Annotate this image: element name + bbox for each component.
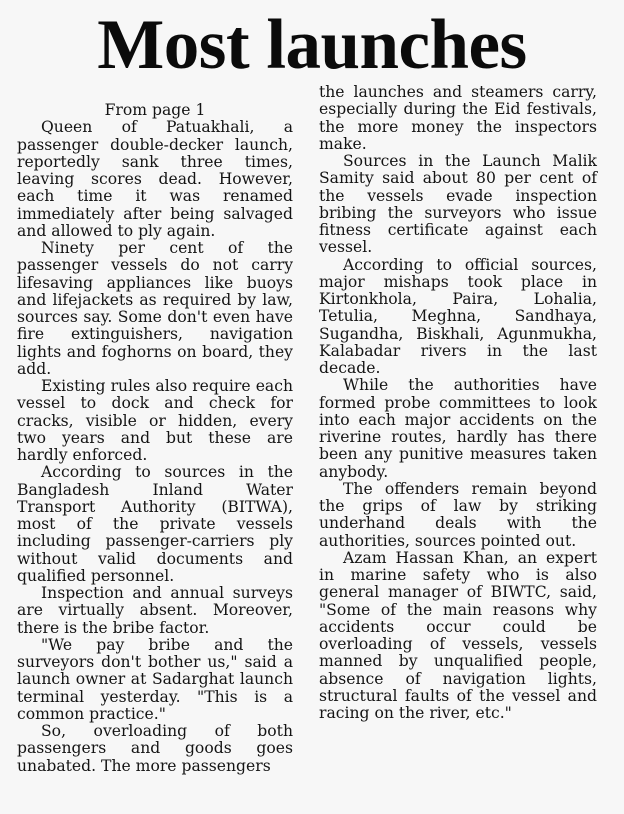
paragraph: While the authorities have formed probe committees to look into each major accidents on the riverine routes, hardly has there been any punitive measures taken anybody. [319,376,597,481]
paragraph-continued: the launches and steamers carry, especially during the Eid festivals, the more money the inspectors make. [319,83,597,153]
paragraph: According to official sources, major mishaps took place in Kirtonkhola, Paira, Lohalia, Tetulia, Meghna, Sandhaya, Sugandha, Biskhali, Agunmukha, Kalabadar rivers in the last decade. [319,255,597,377]
paragraph: Existing rules also require each vessel to dock and check for cracks, visible or hidden, every two years and but these are hardly enforced. [17,377,293,464]
paragraph: Queen of Patuakhali, a passenger double-decker launch, reportedly sank three times, leaving scores dead. However, each time it was renamed immediately after being salvaged and allowed to ply again. [17,118,293,240]
article-column-right [319,84,597,722]
headline: Most launches [97,6,527,84]
paragraph: So, overloading of both passengers and goods goes unabated. The more passengers [17,722,293,775]
paragraph: "We pay bribe and the surveyors don't bother us," said a launch owner at Sadarghat launch terminal yesterday. "This is a common practice." [17,635,293,723]
paragraph: The offenders remain beyond the grips of law by striking underhand deals with the authorities, sources pointed out. [319,479,597,550]
paragraph: Inspection and annual surveys are virtually absent. Moreover, there is the bribe factor. [17,584,293,637]
paragraph: Azam Hassan Khan, an expert in marine safety who is also general manager of BIWTC, said, "Some of the main reasons why accidents occur could be overloading of vessels, vessels manned by unqualified people, absence of navigation lights, structural faults of the vessel and racing on the river, etc." [319,548,597,722]
paragraph: According to sources in the Bangladesh Inland Water Transport Authority (BITWA), most of the private vessels including passenger-carriers ply without valid documents and qualified personnel. [17,463,293,585]
continued-from-label: From page 1 [104,101,206,119]
article-column-left [17,102,293,775]
paragraph: Ninety per cent of the passenger vessels do not carry lifesaving appliances like buoys and lifejackets as required by law, sources say. Some don't even have fire extinguishers, navigation lights and foghorns on board, they add. [17,239,293,378]
paragraph: Sources in the Launch Malik Samity said about 80 per cent of the vessels evade inspection bribing the surveyors who issue fitness certificate against each vessel. [319,152,597,257]
